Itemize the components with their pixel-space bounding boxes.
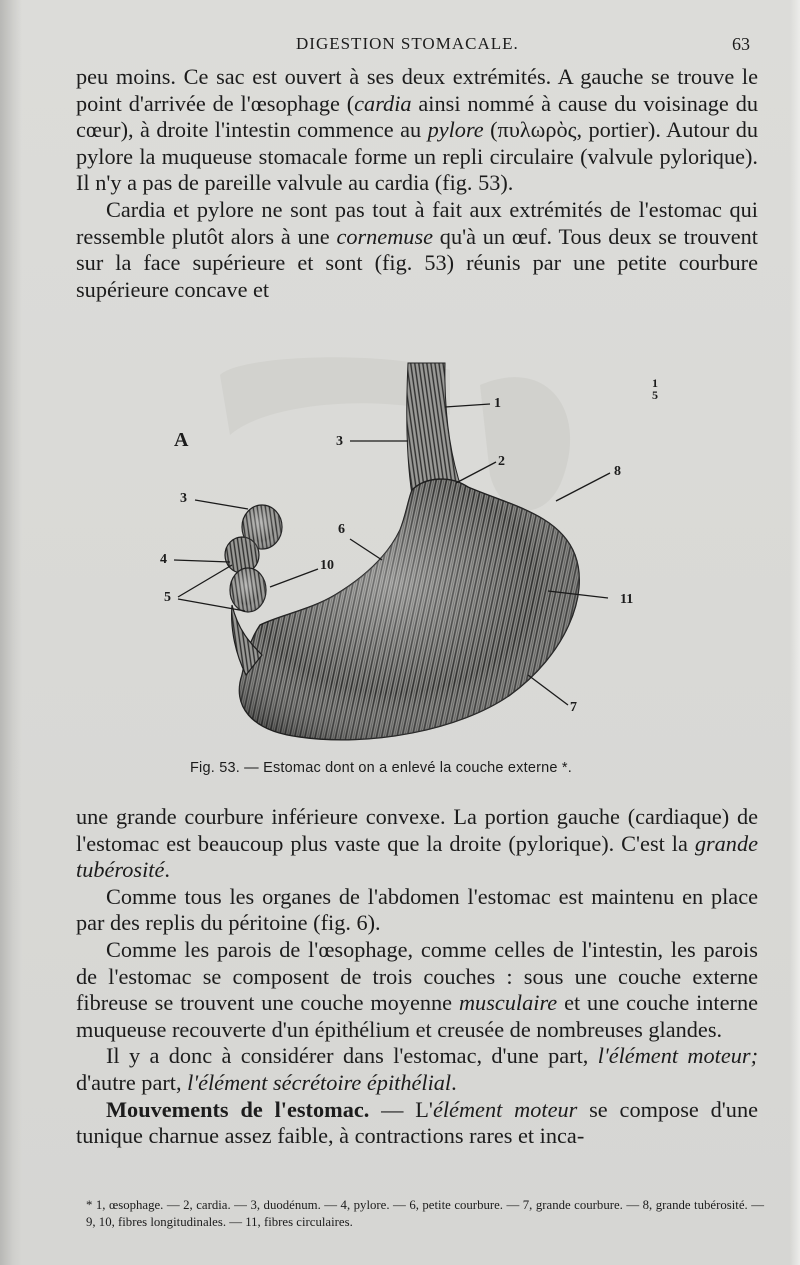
text-run: Comme les parois de l'œsophage, comme celles de l'intestin, les parois de l'estomac se composent de trois couches : sous une couche externe fibreuse se trouvent une couche moyenne: [76, 936, 758, 1016]
italic-term: cornemuse: [336, 223, 434, 249]
figure-label-4: 4: [160, 552, 167, 567]
figure-label-1: 1: [494, 396, 501, 411]
paragraph: [76, 64, 758, 197]
body-text-bottom: [76, 804, 758, 1150]
figure-label-7: 7: [570, 700, 577, 715]
body-text-top: [76, 64, 758, 303]
text-run: se compose d'une tunique charnue assez faible, à contractions rares et inca-: [76, 1096, 759, 1149]
gutter-shadow: [0, 0, 22, 1265]
figure-label-5: 5: [164, 590, 171, 605]
text-run: .: [451, 1069, 457, 1095]
text-run: .: [164, 857, 170, 883]
text-run: et une couche interne muqueuse recouverte d'un épithélium et creusée de nombreuses glandes.: [76, 990, 758, 1042]
figure-label-10: 10: [320, 558, 334, 573]
italic-term: cardia: [354, 90, 412, 116]
paragraph: [76, 804, 758, 884]
figure-label-8: 8: [614, 464, 621, 479]
figure-label-6: 6: [338, 522, 345, 537]
italic-term: l'élément moteur;: [597, 1043, 759, 1069]
italic-term: l'élément sécrétoire épithélial: [187, 1069, 452, 1095]
figure-label-3-top: 3: [336, 434, 343, 449]
text-run: une grande courbure inférieure convexe. La portion gauche (cardiaque) de l'estomac est beaucoup plus vaste que la droite (pylorique). C'est la: [76, 804, 758, 856]
text-run: — L': [369, 1096, 433, 1122]
text-run: Il y a donc à considérer dans l'estomac, d'une part,: [106, 1043, 598, 1069]
paragraph: [76, 1043, 758, 1096]
footnote-text: * 1, œsophage. — 2, cardia. — 3, duodénum. — 4, pylore. — 6, petite courbure. — 7, grande courbure. — 8, grande tubérosité. — 9, 10, fibres longitudinales. — 11, fibres circulaires.: [86, 1198, 764, 1229]
text-run: qu'à un œuf. Tous deux se trouvent sur la face supérieure et sont (fig. 53) réunis par une petite courbure supérieure concave et: [76, 223, 758, 302]
italic-term: grande tubérosité: [76, 830, 758, 883]
italic-term: pylore: [427, 117, 484, 143]
paragraph: Comme tous les organes de l'abdomen l'estomac est maintenu en place par des replis du péritoine (fig. 6).: [76, 883, 758, 936]
page-header: [80, 34, 750, 56]
stomach-illustration: [150, 355, 670, 750]
paragraph: [76, 937, 758, 1043]
text-run: peu moins. Ce sac est ouvert à ses deux extrémités. A gauche se trouve le point d'arrivée de l'œsophage (: [76, 64, 758, 116]
figure-label-11: 11: [620, 592, 634, 607]
paragraph: [76, 197, 758, 303]
paragraph: [76, 1097, 758, 1150]
footnote: [86, 1197, 764, 1231]
italic-term: élément moteur: [432, 1096, 578, 1122]
italic-term: musculaire: [458, 990, 558, 1016]
text-run: (πυλωρὸς, portier). Autour du pylore la muqueuse stomacale forme un repli circulaire (valvule pylorique). Il n'y a pas de pareille valvule au cardia (fig. 53).: [76, 117, 758, 196]
text-run: d'autre part,: [76, 1069, 188, 1095]
running-title: DIGESTION STOMACALE.: [296, 34, 519, 53]
figure-label-3-left: 3: [180, 491, 187, 506]
figure-caption: Fig. 53. — Estomac dont on a enlevé la couche externe *.: [190, 760, 572, 776]
text-run: ainsi nommé à cause du voisinage du cœur), à droite l'intestin commence au: [76, 90, 758, 143]
page-edge: [790, 0, 800, 1265]
figure-side-marks: 1 5: [652, 376, 658, 402]
figure-label-A: A: [174, 429, 189, 451]
section-heading: Mouvements de l'estomac.: [106, 1096, 370, 1122]
stomach-figure: [150, 355, 670, 750]
text-run: Cardia et pylore ne sont pas tout à fait aux extrémités de l'estomac qui ressemble plutôt alors à une: [76, 196, 758, 249]
figure-label-2: 2: [498, 454, 505, 469]
page-number: 63: [732, 34, 750, 54]
